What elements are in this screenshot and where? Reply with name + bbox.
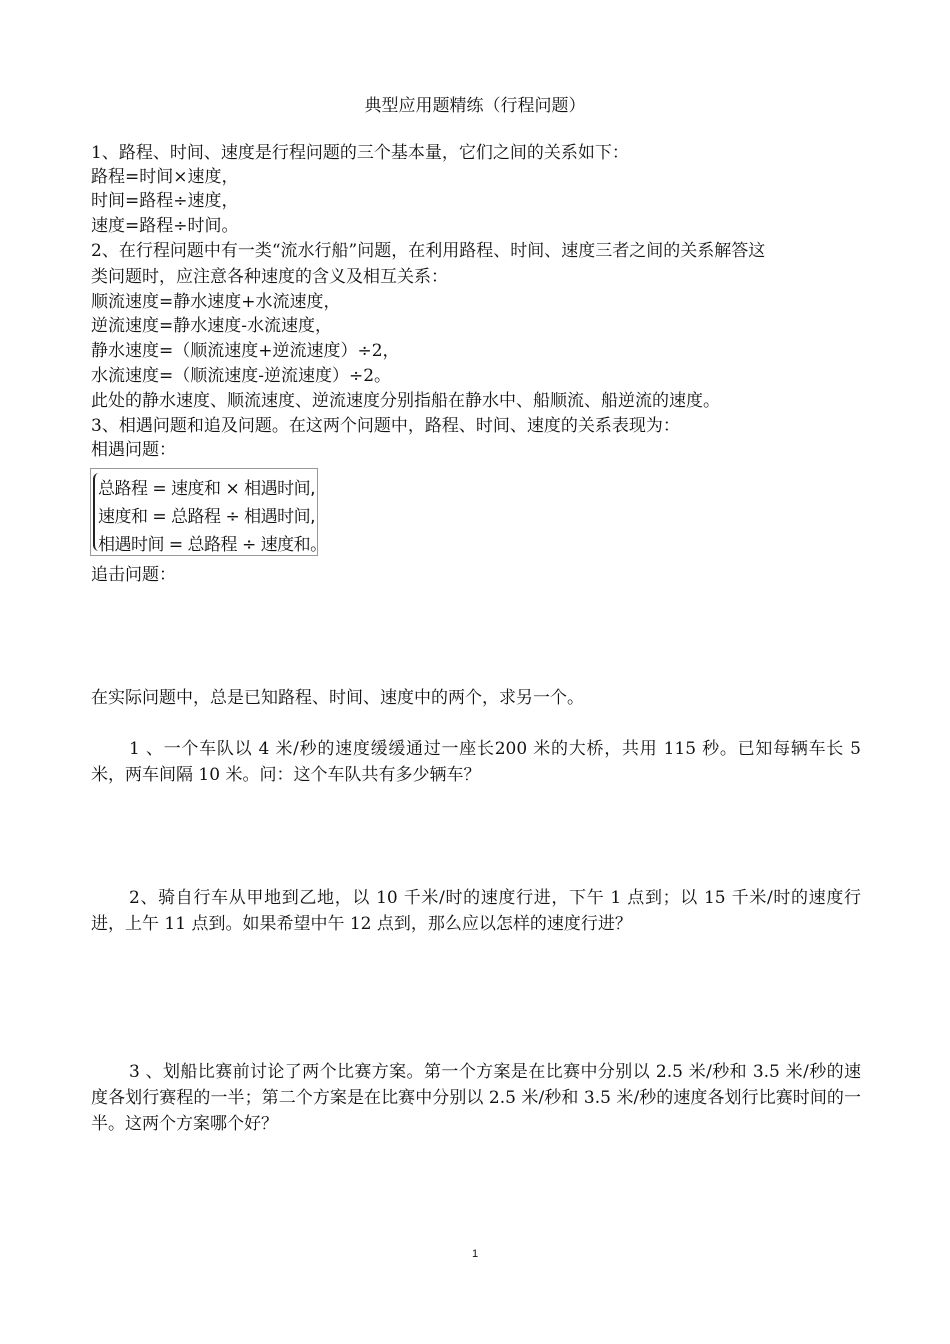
intro-line-5: 2、在行程问题中有一类“流水行船”问题，在利用路程、时间、速度三者之间的关系解答这 xyxy=(91,241,766,261)
intro-line-3: 时间=路程÷速度， xyxy=(91,191,239,211)
formula-line-2: 速度和 = 总路程 ÷ 相遇时间, xyxy=(98,507,316,527)
chase-label: 追击问题： xyxy=(91,565,176,585)
problem-3: 3 、划船比赛前讨论了两个比赛方案。第一个方案是在比赛中分别以 2.5 米/秒和 3.5 米/秒的速度各划行赛程的一半；第二个方案是在比赛中分别以 2.5 米/秒和 3.5 米/秒的速度各划行比赛时间的一半。这两个方案哪个好？ xyxy=(91,1062,861,1134)
formula-line-1: 总路程 = 速度和 × 相遇时间, xyxy=(98,479,316,499)
page-number: 1 xyxy=(471,1248,479,1260)
formula-line-3: 相遇时间 = 总路程 ÷ 速度和。 xyxy=(98,535,327,555)
meeting-label: 相遇问题： xyxy=(91,440,176,460)
intro-line-1: 1、路程、时间、速度是行程问题的三个基本量，它们之间的关系如下： xyxy=(91,143,629,163)
intro-line-7: 顺流速度=静水速度+水流速度， xyxy=(91,292,341,312)
meeting-formula-box xyxy=(90,468,327,556)
page-title: 典型应用题精练（行程问题） xyxy=(364,96,586,116)
intro-line-6: 类问题时，应注意各种速度的含义及相互关系： xyxy=(91,267,448,287)
problem-1: 1 、一个车队以 4 米/秒的速度缓缓通过一座长200 米的大桥，共用 115 秒。已知每辆车长 5 米，两车间隔 10 米。问：这个车队共有多少辆车？ xyxy=(91,739,861,785)
problem-2: 2、骑自行车从甲地到乙地，以 10 千米/时的速度行进，下午 1 点到；以 15 千米/时的速度行进，上午 11 点到。如果希望中午 12 点到，那么应以怎样的速度行进？ xyxy=(91,888,861,934)
intro-line-4: 速度=路程÷时间。 xyxy=(91,216,239,236)
intro-line-9: 静水速度=（顺流速度+逆流速度）÷2， xyxy=(91,341,400,361)
summary-text: 在实际问题中，总是已知路程、时间、速度中的两个，求另一个。 xyxy=(91,688,584,708)
intro-line-11: 此处的静水速度、顺流速度、逆流速度分别指船在静水中、船顺流、船逆流的速度。 xyxy=(91,391,720,411)
intro-line-2: 路程=时间×速度， xyxy=(91,167,239,187)
intro-line-12: 3、相遇问题和追及问题。在这两个问题中，路程、时间、速度的关系表现为： xyxy=(91,416,680,436)
intro-line-8: 逆流速度=静水速度-水流速度， xyxy=(91,316,332,336)
intro-line-10: 水流速度=（顺流速度-逆流速度）÷2。 xyxy=(91,366,392,386)
